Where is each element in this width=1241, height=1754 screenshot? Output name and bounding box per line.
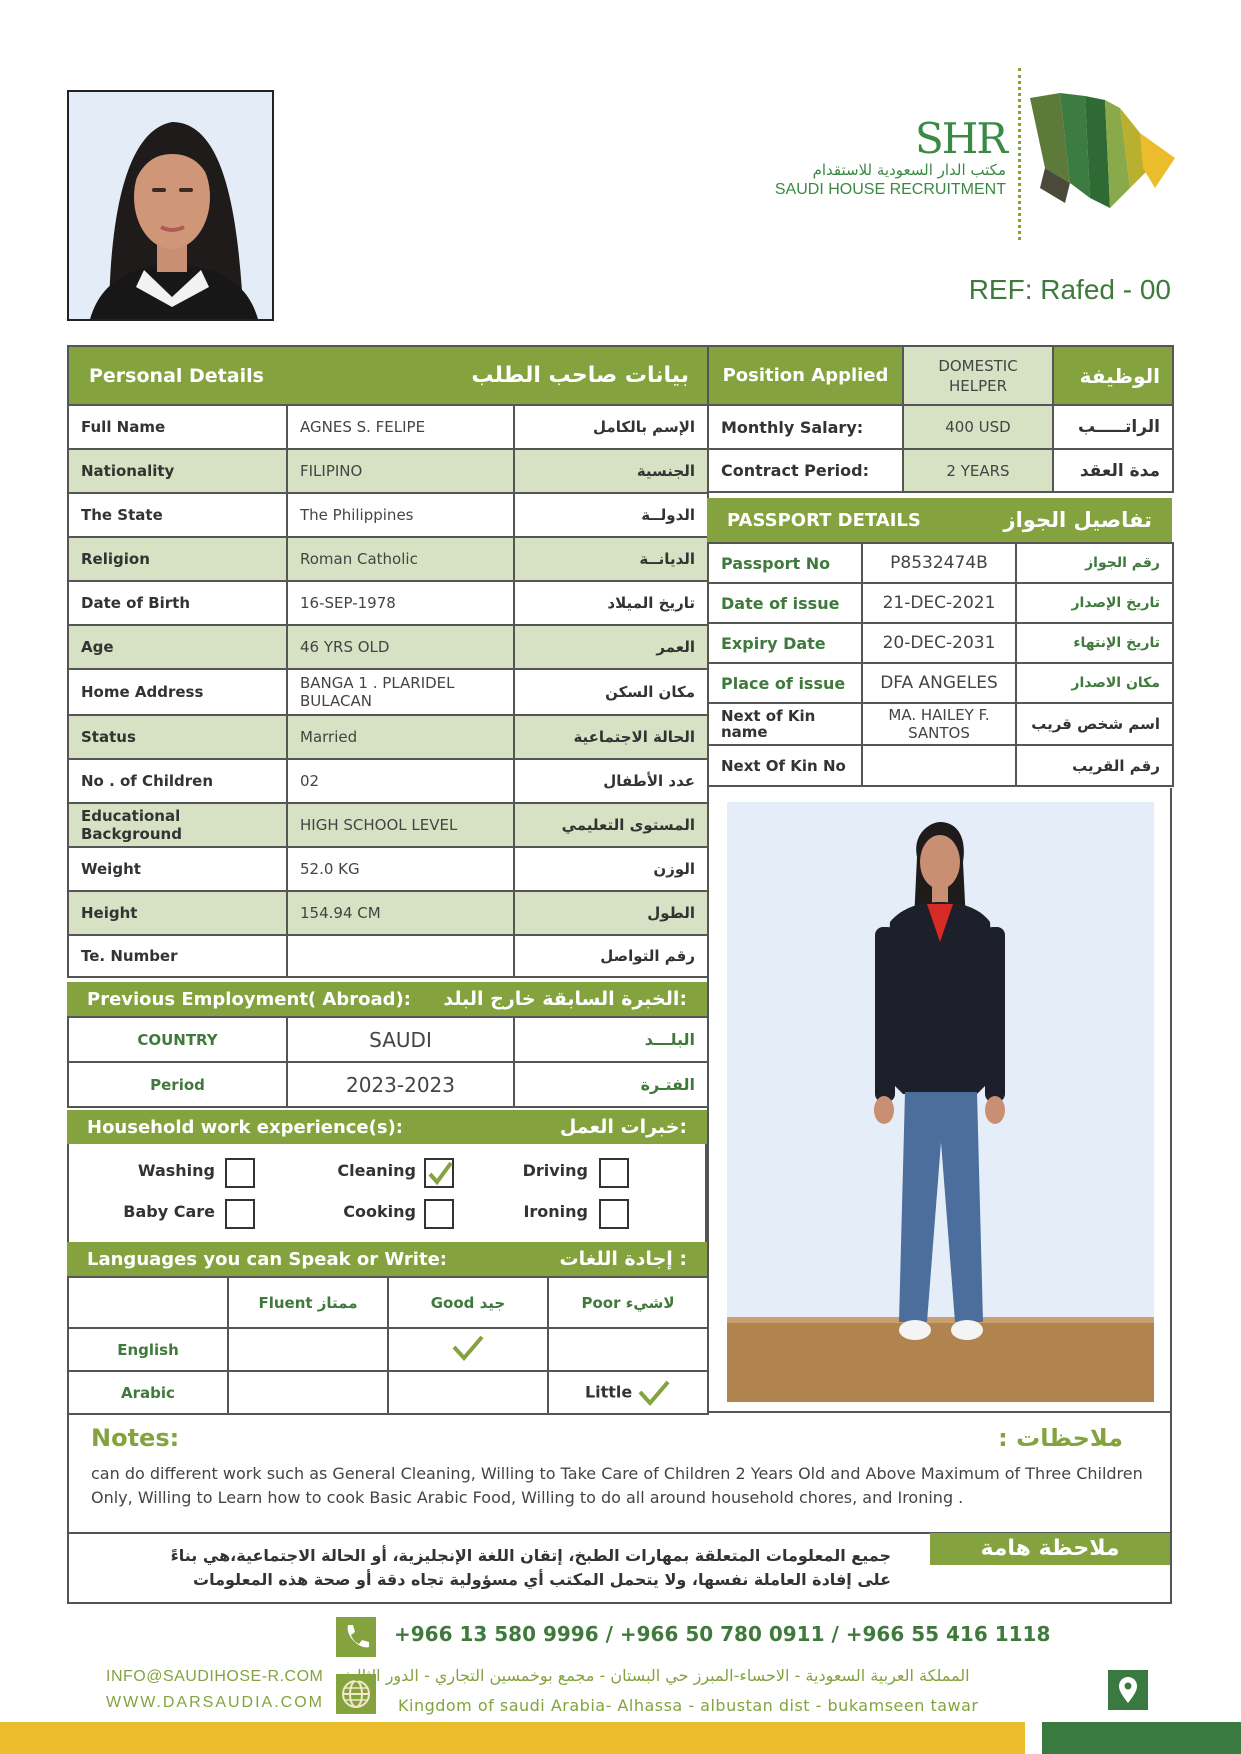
personal-row — [68, 847, 708, 891]
personal-field-value: Married — [287, 715, 514, 759]
passport-row — [708, 543, 1173, 583]
personal-details-table — [67, 345, 709, 978]
footer-green-bar — [1042, 1722, 1241, 1754]
passport-field-value: 21-DEC-2021 — [862, 583, 1016, 623]
fluent-column: Fluent ممتاز — [228, 1277, 388, 1328]
employment-table — [67, 1016, 709, 1108]
employment-title: Previous Employment( Abroad): — [87, 988, 411, 1010]
personal-field-value: AGNES S. FELIPE — [287, 405, 514, 449]
baby-care-label: Baby Care — [123, 1202, 215, 1221]
position-label-arabic: الوظيفة — [1053, 346, 1173, 405]
notes-text: can do different work such as General Cleaning, Willing to Take Care of Children 2 Years Old and Above Maximum of Three Children Only, Willing to Learn how to cook Basic Arabic Food, Willing to do all around household chores, and Ironing . — [91, 1464, 1143, 1507]
personal-field-value: 154.94 CM — [287, 891, 514, 935]
logo-arabic-name: مكتب الدار السعودية للاستقدام — [812, 161, 1006, 179]
country-label: COUNTRY — [68, 1017, 287, 1062]
important-note-text — [91, 1544, 891, 1592]
personal-row — [68, 537, 708, 581]
personal-field-label-arabic: الدولــة — [514, 493, 708, 537]
ironing-checkbox[interactable] — [599, 1199, 629, 1229]
personal-field-label: Age — [68, 625, 287, 669]
notes-title-arabic: ملاحظات : — [998, 1424, 1123, 1452]
personal-field-label-arabic: العمر — [514, 625, 708, 669]
country-value: SAUDI — [287, 1017, 514, 1062]
employment-header — [67, 982, 707, 1016]
personal-field-label: The State — [68, 493, 287, 537]
passport-field-label: Passport No — [708, 543, 862, 583]
passport-field-label-arabic: تاريخ الإصدار — [1016, 583, 1173, 623]
personal-field-value: BANGA 1 . PLARIDEL BULACAN — [287, 669, 514, 715]
passport-field-label: Date of issue — [708, 583, 862, 623]
passport-field-label: Place of issue — [708, 663, 862, 703]
salary-label: Monthly Salary: — [708, 405, 903, 449]
reference-number: REF: Rafed - 00 — [968, 274, 1171, 305]
personal-field-label: Home Address — [68, 669, 287, 715]
period-value: 2023-2023 — [287, 1062, 514, 1107]
passport-details-title: PASSPORT DETAILS — [727, 509, 921, 531]
languages-title: Languages you can Speak or Write: — [87, 1248, 447, 1270]
personal-field-value: 52.0 KG — [287, 847, 514, 891]
salary-row — [708, 405, 1173, 449]
phone-numbers: +966 13 580 9996 / +966 50 780 0911 / +966 55 416 1118 — [394, 1622, 1051, 1646]
personal-row — [68, 405, 708, 449]
address-arabic: المملكة العربية السعودية - الاحساء-المبرز حي البستان - مجمع بوخمسين التجاري - الدور الثالث — [341, 1666, 970, 1685]
passport-field-label-arabic: رقم الجواز — [1016, 543, 1173, 583]
kin-number-label-arabic: رقم القريب — [1016, 745, 1173, 786]
personal-field-value: The Philippines — [287, 493, 514, 537]
languages-table — [67, 1276, 709, 1415]
kin-number-value — [862, 745, 1016, 786]
kin-name-label: Next of Kin name — [708, 703, 862, 745]
arabic-row — [68, 1371, 708, 1414]
languages-title-arabic: إجادة اللغات : — [559, 1248, 687, 1270]
washing-checkbox[interactable] — [225, 1158, 255, 1188]
kin-number-label: Next Of Kin No — [708, 745, 862, 786]
personal-row — [68, 935, 708, 977]
passport-row — [708, 583, 1173, 623]
header-divider — [1018, 68, 1021, 240]
personal-details-title: Personal Details — [68, 346, 514, 405]
personal-field-label: Full Name — [68, 405, 287, 449]
personal-field-label-arabic: الجنسية — [514, 449, 708, 493]
personal-field-value: HIGH SCHOOL LEVEL — [287, 803, 514, 847]
arabic-fluent-cell — [228, 1371, 388, 1414]
phone-icon-box — [336, 1617, 376, 1657]
personal-field-label-arabic: المستوى التعليمي — [514, 803, 708, 847]
salary-label-arabic: الراتـــــب — [1053, 405, 1173, 449]
employment-country-row — [68, 1017, 708, 1062]
arabic-label: Arabic — [68, 1371, 228, 1414]
personal-field-label: Status — [68, 715, 287, 759]
passport-field-label-arabic: تاريخ الإنتهاء — [1016, 623, 1173, 663]
personal-row — [68, 803, 708, 847]
phone-icon — [336, 1617, 376, 1657]
good-column: Good جيد — [388, 1277, 548, 1328]
location-pin-icon — [1108, 1670, 1148, 1710]
personal-field-value: Roman Catholic — [287, 537, 514, 581]
position-row — [708, 346, 1173, 405]
position-label: Position Applied — [708, 346, 903, 405]
personal-field-label: Nationality — [68, 449, 287, 493]
driving-label: Driving — [522, 1161, 588, 1180]
personal-field-label-arabic: مكان السكن — [514, 669, 708, 715]
washing-label: Washing — [137, 1161, 215, 1180]
personal-field-label: Weight — [68, 847, 287, 891]
website-link[interactable]: WWW.DARSAUDIA.COM — [106, 1694, 324, 1711]
checkmark-icon — [451, 1334, 485, 1362]
personal-field-label: Te. Number — [68, 935, 287, 977]
languages-columns-row — [68, 1277, 708, 1328]
checkmark-icon — [426, 1160, 454, 1188]
cleaning-checkbox[interactable] — [424, 1158, 454, 1188]
arabic-level: Little — [584, 1382, 633, 1401]
personal-field-label: No . of Children — [68, 759, 287, 803]
personal-row — [68, 669, 708, 715]
personal-row — [68, 891, 708, 935]
household-title-arabic: خبرات العمل: — [559, 1116, 687, 1138]
cooking-label: Cooking — [343, 1202, 416, 1221]
kin-name-row — [708, 703, 1173, 745]
personal-field-label-arabic: الحالة الاجتماعية — [514, 715, 708, 759]
passport-field-label: Expiry Date — [708, 623, 862, 663]
footer-yellow-bar — [0, 1722, 1025, 1754]
passport-row — [708, 663, 1173, 703]
arabic-poor-cell — [548, 1371, 708, 1414]
personal-row — [68, 581, 708, 625]
personal-field-value: FILIPINO — [287, 449, 514, 493]
personal-field-label-arabic: الطول — [514, 891, 708, 935]
salary-value: 400 USD — [903, 405, 1053, 449]
personal-field-label: Religion — [68, 537, 287, 581]
personal-details-header — [68, 346, 708, 405]
full-body-illustration — [727, 802, 1154, 1402]
english-poor-cell — [548, 1328, 708, 1371]
personal-field-label-arabic: الديانــة — [514, 537, 708, 581]
personal-row — [68, 493, 708, 537]
personal-row — [68, 449, 708, 493]
personal-field-label-arabic: تاريخ الميلاد — [514, 581, 708, 625]
kin-name-value: MA. HAILEY F. SANTOS — [862, 703, 1016, 745]
logo-english-name: SAUDI HOUSE RECRUITMENT — [774, 181, 1006, 198]
period-label: Period — [68, 1062, 287, 1107]
personal-field-label-arabic: الإسم بالكامل — [514, 405, 708, 449]
personal-field-value — [287, 935, 514, 977]
personal-field-value: 02 — [287, 759, 514, 803]
personal-field-label-arabic: عدد الأطفال — [514, 759, 708, 803]
personal-field-value: 46 YRS OLD — [287, 625, 514, 669]
contract-row — [708, 449, 1173, 492]
baby-care-checkbox[interactable] — [225, 1199, 255, 1229]
passport-field-value: DFA ANGELES — [862, 663, 1016, 703]
english-row — [68, 1328, 708, 1371]
passport-field-value: P8532474B — [862, 543, 1016, 583]
poor-column: Poor لاشيء — [548, 1277, 708, 1328]
cooking-checkbox[interactable] — [424, 1199, 454, 1229]
kin-number-row — [708, 745, 1173, 786]
english-good-cell — [388, 1328, 548, 1371]
portrait-illustration — [69, 92, 274, 321]
personal-field-value: 16-SEP-1978 — [287, 581, 514, 625]
personal-row — [68, 715, 708, 759]
ironing-label: Ironing — [523, 1202, 588, 1221]
driving-checkbox[interactable] — [599, 1158, 629, 1188]
employment-title-arabic: الخبرة السابقة خارج البلد: — [443, 988, 687, 1010]
contract-label-arabic: مدة العقد — [1053, 449, 1173, 492]
passport-field-label-arabic: مكان الاصدار — [1016, 663, 1173, 703]
arabic-good-cell — [388, 1371, 548, 1414]
portrait-photo — [67, 90, 274, 321]
kin-name-label-arabic: اسم شخص قريب — [1016, 703, 1173, 745]
saudi-map-logo-icon — [1025, 88, 1180, 223]
passport-table — [707, 542, 1174, 787]
english-fluent-cell — [228, 1328, 388, 1371]
personal-field-label: Educational Background — [68, 803, 287, 847]
personal-field-label-arabic: الوزن — [514, 847, 708, 891]
passport-details-header — [707, 498, 1172, 542]
household-header — [67, 1110, 707, 1144]
personal-field-label-arabic: رقم التواصل — [514, 935, 708, 977]
company-logo-text — [774, 114, 1006, 200]
passport-field-value: 20-DEC-2031 — [862, 623, 1016, 663]
languages-header — [67, 1242, 707, 1276]
contract-label: Contract Period: — [708, 449, 903, 492]
address-english: Kingdom of saudi Arabia- Alhassa - albustan dist - bukamseen tawar — [398, 1696, 979, 1715]
email-address[interactable]: INFO@SAUDIHOSE-R.COM — [106, 1668, 324, 1685]
important-note-title: ملاحظة هامة — [930, 1533, 1170, 1565]
notes-title: Notes: — [91, 1424, 180, 1452]
important-note-line-2: على إفادة العاملة نفسها، ولا يتحمل المكتب أي مسؤولية تجاه دقة أو صحة هذه المعلومات — [193, 1570, 891, 1589]
position-table — [707, 345, 1174, 493]
position-value: DOMESTIC HELPER — [903, 346, 1053, 405]
checkmark-icon — [637, 1379, 671, 1407]
cleaning-label: Cleaning — [337, 1161, 416, 1180]
personal-details-title-arabic: بيانات صاحب الطلب — [514, 346, 708, 405]
passport-row — [708, 623, 1173, 663]
passport-details-title-arabic: تفاصيل الجواز — [1003, 508, 1152, 532]
full-body-photo — [727, 802, 1154, 1402]
personal-field-label: Date of Birth — [68, 581, 287, 625]
location-icon-box — [1108, 1670, 1148, 1710]
period-label-arabic: الفتـرة — [514, 1062, 708, 1107]
languages-empty-cell — [68, 1277, 228, 1328]
country-label-arabic: البلـــد — [514, 1017, 708, 1062]
employment-period-row — [68, 1062, 708, 1107]
logo-mark: SHR — [914, 114, 1006, 163]
contract-value: 2 YEARS — [903, 449, 1053, 492]
english-label: English — [68, 1328, 228, 1371]
household-title: Household work experience(s): — [87, 1116, 404, 1138]
personal-row — [68, 759, 708, 803]
personal-field-label: Height — [68, 891, 287, 935]
personal-row — [68, 625, 708, 669]
important-note-line-1: جميع المعلومات المتعلقة بمهارات الطبخ، إتقان اللغة الإنجليزية، أو الحالة الاجتماعية،هي بناءً — [170, 1546, 891, 1565]
